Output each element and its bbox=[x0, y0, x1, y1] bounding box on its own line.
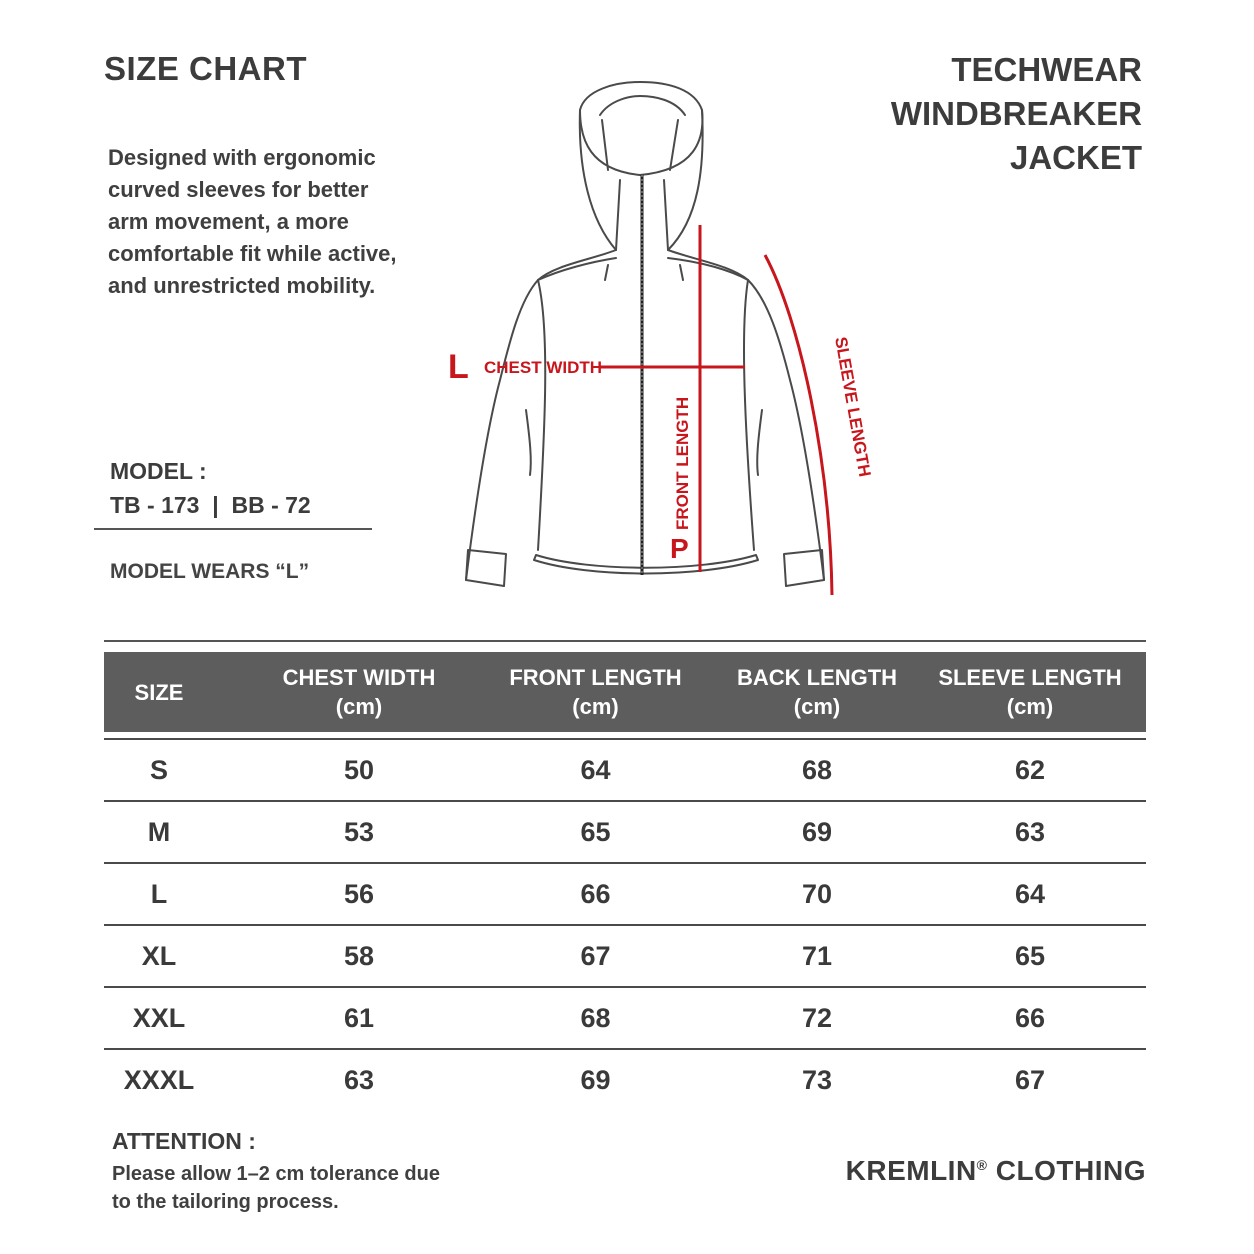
size-cell: M bbox=[147, 816, 171, 847]
description-line: comfortable fit while active, bbox=[108, 241, 397, 266]
chest-cell: 53 bbox=[343, 816, 375, 847]
header-front-length: FRONT LENGTH (cm) bbox=[509, 665, 682, 719]
page-title: SIZE CHART bbox=[104, 50, 307, 87]
attention-line: to the tailoring process. bbox=[112, 1191, 339, 1213]
product-title-line: JACKET bbox=[1009, 139, 1142, 176]
front-cell: 69 bbox=[580, 1064, 611, 1095]
description-line: Designed with ergonomic bbox=[108, 145, 376, 170]
back-cell: 71 bbox=[801, 940, 833, 971]
chest-cell: 61 bbox=[343, 1002, 375, 1033]
attention-line: Please allow 1–2 cm tolerance due bbox=[112, 1163, 440, 1185]
table-row bbox=[104, 988, 1146, 1048]
brand-name bbox=[846, 1155, 1146, 1187]
size-letter-mark: L bbox=[448, 348, 469, 386]
chest-cell: 63 bbox=[343, 1064, 375, 1095]
attention-text bbox=[112, 1160, 440, 1216]
back-cell: 70 bbox=[801, 878, 833, 909]
front-cell: 68 bbox=[580, 1002, 611, 1033]
back-cell: 68 bbox=[801, 754, 833, 785]
sleeve-cell: 62 bbox=[1014, 754, 1046, 785]
registered-mark: ® bbox=[976, 1157, 988, 1173]
header-chest-width: CHEST WIDTH (cm) bbox=[282, 665, 436, 719]
table-top-divider bbox=[104, 640, 1146, 642]
brand-name-main: KREMLIN bbox=[845, 1155, 977, 1186]
header-back-length: BACK LENGTH (cm) bbox=[736, 665, 898, 719]
size-cell: XL bbox=[141, 940, 177, 971]
description-line: curved sleeves for better bbox=[108, 177, 369, 202]
back-cell: 72 bbox=[801, 1002, 833, 1033]
attention-title: ATTENTION : bbox=[112, 1128, 256, 1154]
product-description bbox=[108, 142, 428, 302]
front-cell: 67 bbox=[580, 940, 611, 971]
model-label: MODEL : bbox=[110, 458, 207, 484]
product-title-line: TECHWEAR bbox=[951, 51, 1142, 88]
chest-cell: 50 bbox=[343, 754, 375, 785]
back-cell: 73 bbox=[801, 1064, 833, 1095]
table-row bbox=[104, 1050, 1146, 1110]
model-divider bbox=[94, 528, 372, 530]
size-cell: XXXL bbox=[123, 1064, 195, 1095]
product-title bbox=[891, 48, 1142, 180]
size-cell: S bbox=[149, 754, 168, 785]
table-row bbox=[104, 926, 1146, 986]
front-cell: 64 bbox=[580, 754, 611, 785]
table-row bbox=[104, 864, 1146, 924]
chest-width-label: CHEST WIDTH bbox=[484, 358, 603, 377]
size-cell: XXL bbox=[132, 1002, 186, 1033]
sleeve-cell: 63 bbox=[1014, 816, 1046, 847]
chest-cell: 58 bbox=[343, 940, 375, 971]
sleeve-length-label: SLEEVE LENGTH bbox=[831, 335, 875, 479]
chest-cell: 56 bbox=[343, 878, 375, 909]
front-length-label: FRONT LENGTH bbox=[673, 396, 692, 530]
sleeve-cell: 67 bbox=[1014, 1064, 1046, 1095]
brand-mark: P bbox=[670, 533, 689, 564]
size-table bbox=[104, 652, 1146, 1110]
table-row bbox=[104, 802, 1146, 862]
model-wears-note: MODEL WEARS “L” bbox=[110, 560, 310, 583]
table-row bbox=[104, 740, 1146, 800]
sleeve-cell: 66 bbox=[1014, 1002, 1046, 1033]
model-stats: TB - 173 | BB - 72 bbox=[110, 492, 311, 518]
size-cell: L bbox=[150, 878, 168, 909]
jacket-diagram bbox=[440, 80, 880, 610]
sleeve-cell: 64 bbox=[1014, 878, 1046, 909]
description-line: arm movement, a more bbox=[108, 209, 349, 234]
header-sleeve-length: SLEEVE LENGTH (cm) bbox=[938, 665, 1122, 719]
front-cell: 65 bbox=[580, 816, 611, 847]
brand-name-suffix: CLOTHING bbox=[987, 1155, 1146, 1186]
front-cell: 66 bbox=[580, 878, 611, 909]
back-cell: 69 bbox=[801, 816, 833, 847]
table-header bbox=[104, 652, 1146, 732]
sleeve-cell: 65 bbox=[1014, 940, 1046, 971]
header-size: SIZE bbox=[134, 679, 184, 705]
description-line: and unrestricted mobility. bbox=[108, 273, 376, 298]
product-title-line: WINDBREAKER bbox=[890, 95, 1142, 132]
